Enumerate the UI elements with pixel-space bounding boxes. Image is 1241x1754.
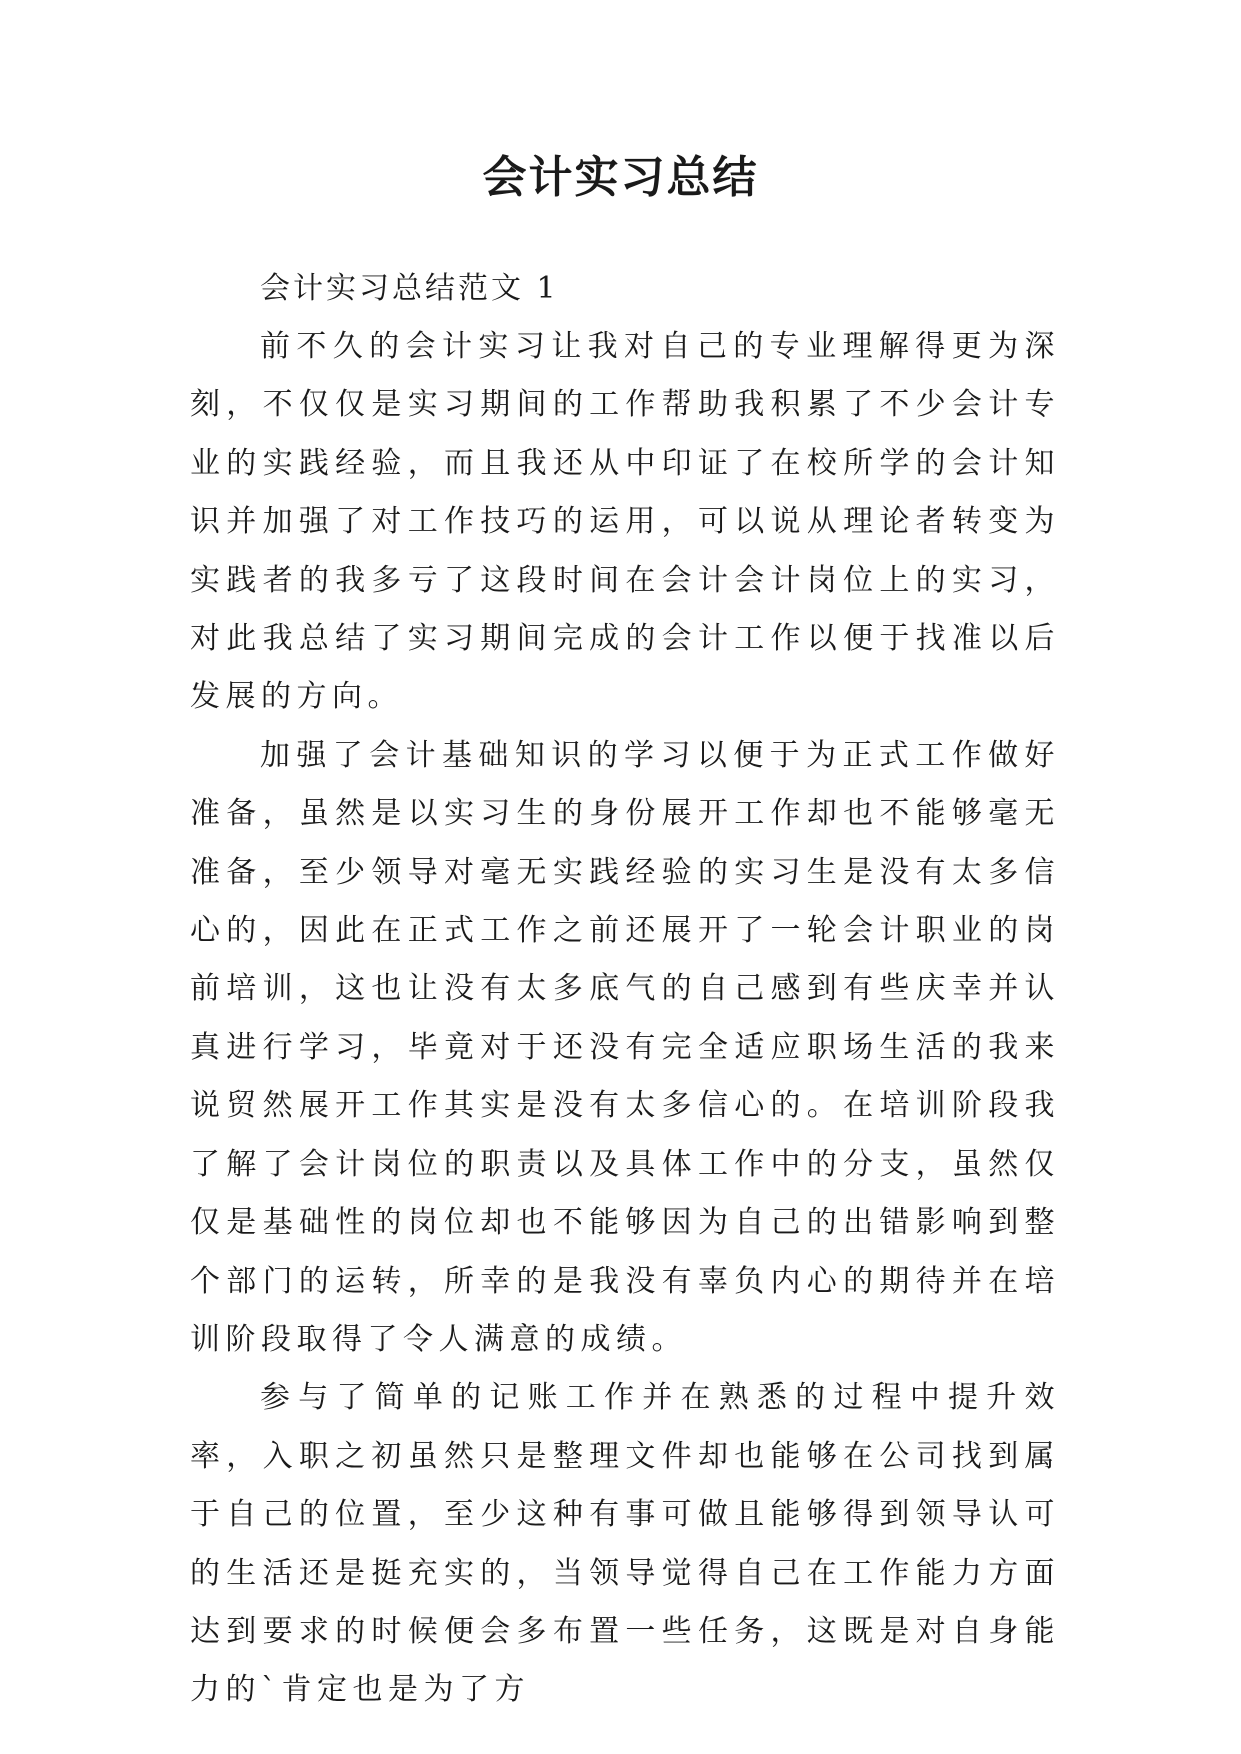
paragraph-3: 参与了简单的记账工作并在熟悉的过程中提升效率，入职之初虽然只是整理文件却也能够在公司找到属于自己的位置，至少这种有事可做且能够得到领导认可的生活还是挺充实的，当领导觉得自己在工作能力方面达到要求的时候便会多布置一些任务，这既是对自身能力的`肯定也是为了方 (190, 1380, 1060, 1708)
paragraph-1: 前不久的会计实习让我对自己的专业理解得更为深刻，不仅仅是实习期间的工作帮助我积累了不少会计专业的实践经验，而且我还从中印证了在校所学的会计知识并加强了对工作技巧的运用，可以说从理论者转变为实践者的我多亏了这段时间在会计会计岗位上的实习，对此我总结了实习期间完成的会计工作以便于找准以后发展的方向。 (190, 329, 1060, 715)
document-title: 会计实习总结 (482, 152, 759, 203)
paragraph-2: 加强了会计基础知识的学习以便于为正式工作做好准备，虽然是以实习生的身份展开工作却也不能够毫无准备，至少领导对毫无实践经验的实习生是没有太多信心的，因此在正式工作之前还展开了一轮会计职业的岗前培训，这也让没有太多底气的自己感到有些庆幸并认真进行学习，毕竟对于还没有完全适应职场生活的我来说贸然展开工作其实是没有太多信心的。在培训阶段我了解了会计岗位的职责以及具体工作中的分支，虽然仅仅是基础性的岗位却也不能够因为自己的出错影响到整个部门的运转，所幸的是我没有辜负内心的期待并在培训阶段取得了令人满意的成绩。 (190, 737, 1060, 1357)
section-heading: 会计实习总结范文 1 (260, 271, 559, 306)
document-body (190, 260, 1060, 1720)
